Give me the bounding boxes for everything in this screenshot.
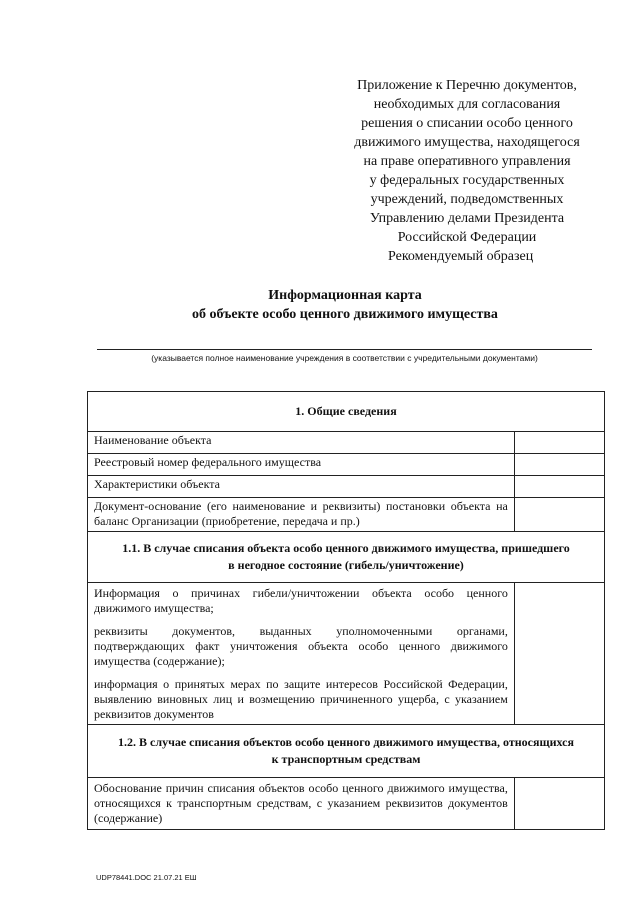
section-1-heading: 1. Общие сведения xyxy=(295,404,397,418)
row-label-basis-document: Документ-основание (его наименование и реквизиты) постановки объекта на баланс Организации (приобретение, передача и пр.) xyxy=(88,498,515,532)
row-label-registry-number: Реестровый номер федерального имущества xyxy=(88,454,515,476)
section-1-heading-cell xyxy=(88,392,605,432)
title-line-2: об объекте особо ценного движимого имущества xyxy=(192,307,498,322)
section-1-2-heading xyxy=(88,734,604,768)
row-value-characteristics[interactable] xyxy=(514,476,604,498)
sample-label: Рекомендуемый образец xyxy=(388,249,534,264)
row-value-registry-number[interactable] xyxy=(514,454,604,476)
table-row xyxy=(88,432,605,454)
table-row xyxy=(88,454,605,476)
appendix-line: у федеральных государственных xyxy=(369,173,565,188)
title-line-1: Информационная карта xyxy=(268,288,422,303)
appendix-line: решения о списании особо ценного xyxy=(361,116,573,131)
appendix-line: Управлению делами Президента xyxy=(369,211,565,226)
appendix-line: учреждений, подведомственных xyxy=(370,192,564,207)
section-1-1-heading xyxy=(88,540,604,574)
section-1-2-heading-cell xyxy=(88,725,605,778)
section-1-2-heading-line-1: 1.2. В случае списания объектов особо ценного движимого имущества, относящихся xyxy=(118,735,574,749)
row-label-object-name: Наименование объекта xyxy=(88,432,515,454)
institution-caption: (указывается полное наименование учреждения в соответствии с учредительными документами) xyxy=(151,353,538,363)
section-1-2-text-cell: Обоснование причин списания объектов особо ценного движимого имущества, относящихся к транспортным средствам, с указанием реквизитов документов (содержание) xyxy=(88,778,515,830)
section-1-1-heading-line-1: 1.1. В случае списания объекта особо ценного движимого имущества, пришедшего xyxy=(122,541,570,555)
appendix-line: Приложение к Перечню документов, xyxy=(357,78,577,93)
appendix-line: необходимых для согласования xyxy=(373,97,561,112)
row-value-basis-document[interactable] xyxy=(514,498,604,532)
section-1-1-value[interactable] xyxy=(514,583,604,725)
footer-file-stamp: UDP78441.DOC 21.07.21 ЕШ xyxy=(96,873,197,882)
table-row xyxy=(88,583,605,725)
section-1-1-paragraph: информация о принятых мерах по защите интересов Российской Федерации, выявлению виновных лиц и возмещению причиненного ущерба, с указанием реквизитов документов xyxy=(94,677,508,721)
appendix-note xyxy=(322,76,612,247)
section-1-heading-row xyxy=(88,392,605,432)
section-1-1-paragraph: Информация о причинах гибели/уничтожении объекта особо ценного движимого имущества; xyxy=(94,586,508,615)
table-row xyxy=(88,778,605,830)
info-card-table xyxy=(87,391,605,830)
section-1-1-heading-cell xyxy=(88,532,605,583)
institution-name-line xyxy=(97,349,592,350)
section-1-2-heading-row xyxy=(88,725,605,778)
document-title xyxy=(120,286,570,324)
appendix-line: на праве оперативного управления xyxy=(363,154,571,169)
section-1-1-heading-row xyxy=(88,532,605,583)
row-label-characteristics: Характеристики объекта xyxy=(88,476,515,498)
row-value-object-name[interactable] xyxy=(514,432,604,454)
table-row xyxy=(88,476,605,498)
section-1-2-heading-line-2: к транспортным средствам xyxy=(271,752,421,766)
section-1-1-heading-line-2: в негодное состояние (гибель/уничтожение) xyxy=(228,558,464,572)
section-1-1-paragraph: реквизиты документов, выданных уполномоченными органами, подтверждающих факт уничтожения объекта особо ценного движимого имущества (содержание); xyxy=(94,624,508,668)
appendix-line: Российской Федерации xyxy=(397,230,537,245)
section-1-2-value[interactable] xyxy=(514,778,604,830)
section-1-1-text-cell xyxy=(88,583,515,725)
table-row xyxy=(88,498,605,532)
appendix-line: движимого имущества, находящегося xyxy=(354,135,580,150)
